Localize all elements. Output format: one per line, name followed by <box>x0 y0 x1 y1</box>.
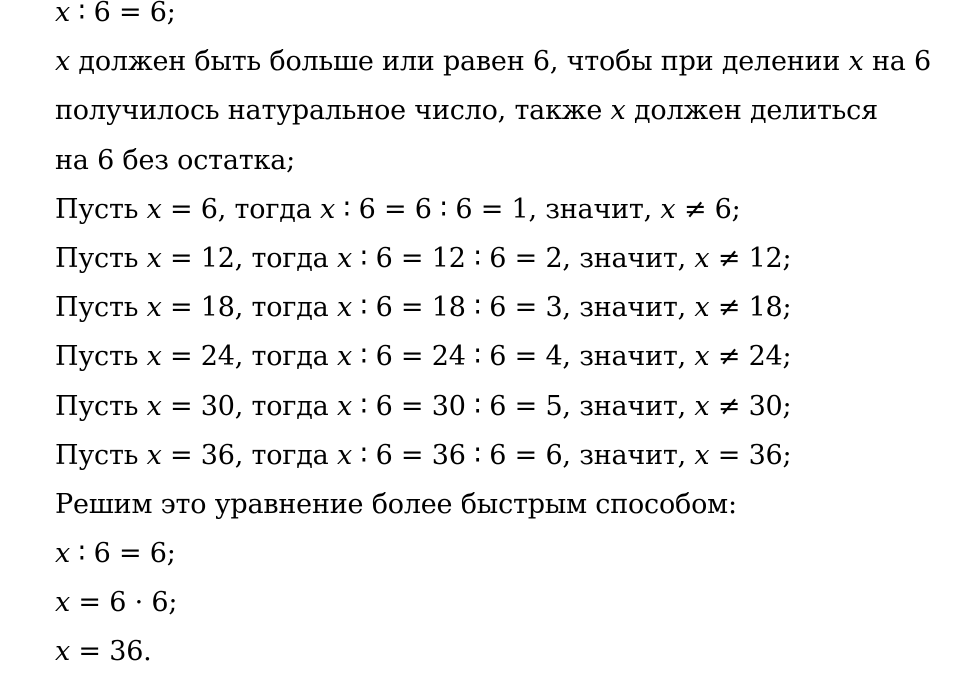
equation-line: 𝑥 = 6 · 6; <box>55 587 178 619</box>
text-line: на 6 без остатка; <box>55 144 295 176</box>
case-line: Пусть 𝑥 = 36, тогда 𝑥 ∶ 6 = 36 ∶ 6 = 6, значит, 𝑥 = 36; <box>55 439 792 471</box>
text-line: 𝑥 должен быть больше или равен 6, чтобы при делении 𝑥 на 6 <box>55 46 932 78</box>
case-line: Пусть 𝑥 = 12, тогда 𝑥 ∶ 6 = 12 ∶ 6 = 2, значит, 𝑥 ≠ 12; <box>55 242 792 274</box>
equation-line: 𝑥 = 36. <box>55 636 152 668</box>
text-line: получилось натуральное число, также 𝑥 должен делиться <box>55 95 878 127</box>
text-line: Решим это уравнение более быстрым способом: <box>55 488 737 520</box>
case-line: Пусть 𝑥 = 24, тогда 𝑥 ∶ 6 = 24 ∶ 6 = 4, значит, 𝑥 ≠ 24; <box>55 341 792 373</box>
case-line: Пусть 𝑥 = 30, тогда 𝑥 ∶ 6 = 30 ∶ 6 = 5, значит, 𝑥 ≠ 30; <box>55 390 792 422</box>
equation-line: 𝑥 ∶ 6 = 6; <box>55 0 176 28</box>
equation-line: 𝑥 ∶ 6 = 6; <box>55 538 176 570</box>
case-line: Пусть 𝑥 = 18, тогда 𝑥 ∶ 6 = 18 ∶ 6 = 3, значит, 𝑥 ≠ 18; <box>55 292 792 324</box>
solution-text <box>55 0 945 682</box>
case-line: Пусть 𝑥 = 6, тогда 𝑥 ∶ 6 = 6 ∶ 6 = 1, значит, 𝑥 ≠ 6; <box>55 193 741 225</box>
